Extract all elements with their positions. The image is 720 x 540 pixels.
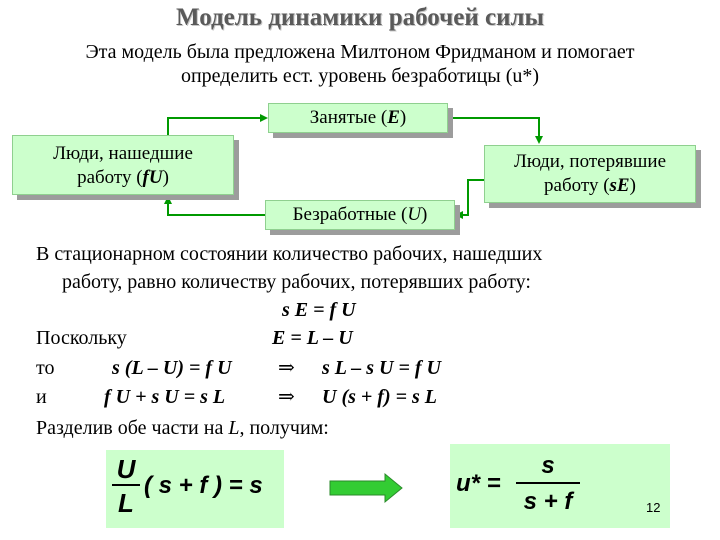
equation-rearranged: f U + s U = s L: [104, 386, 226, 408]
label-then: то: [36, 357, 55, 379]
equation-steady-state: s E = f U: [282, 299, 356, 321]
fraction-s-over-s-plus-f: $\frac{s}{s + f}$: [516, 450, 580, 520]
formula-divided-rest: ( s + f ) = s: [144, 472, 263, 499]
equation-labor-force: E = L – U: [272, 327, 353, 349]
box-unemployed: Безработные (U): [265, 200, 455, 230]
paragraph-line-1: В стационарном состоянии количество рабочих, нашедших: [36, 243, 543, 265]
box-people-lost-work: Люди, потерявшие работу (sE): [484, 145, 696, 203]
label-since: Поскольку: [36, 327, 127, 349]
formula-divided: [106, 450, 284, 528]
natural-rate-lhs: u* =: [456, 470, 501, 497]
equation-factored: U (s + f) = s L: [322, 386, 437, 408]
page-number: 12: [646, 500, 661, 515]
arrow-employed-to-lost: [448, 118, 539, 142]
box-people-found-work: Люди, нашедшие работу (fU): [12, 135, 234, 195]
label-and: и: [36, 386, 47, 408]
arrow-lost-to-unemployed: [457, 180, 484, 215]
subtitle-line-2: определить ест. уровень безработицы (u*): [180, 65, 540, 87]
subtitle-line-1: Эта модель была предложена Милтоном Фридманом и помогает: [85, 41, 635, 63]
equation-substitution: s (L – U) = f U: [112, 357, 232, 379]
result-arrow-icon: [330, 474, 402, 502]
divide-statement: Разделив обе части на L, получим:: [36, 417, 329, 439]
paragraph-line-2: работу, равно количеству рабочих, потерявших работу:: [62, 271, 531, 293]
arrow-unemployed-to-found: [168, 198, 265, 215]
equation-expanded: s L – s U = f U: [322, 357, 441, 379]
arrow-found-to-employed: [168, 118, 266, 135]
page-title: Модель динамики рабочей силы: [175, 4, 545, 31]
implies-icon: ⇒: [278, 357, 295, 379]
fraction-u-over-l: $\frac{U}{L}$: [112, 454, 140, 520]
formula-natural-rate: [450, 444, 670, 528]
implies-icon: ⇒: [278, 386, 295, 408]
box-employed: Занятые (E): [268, 103, 448, 133]
